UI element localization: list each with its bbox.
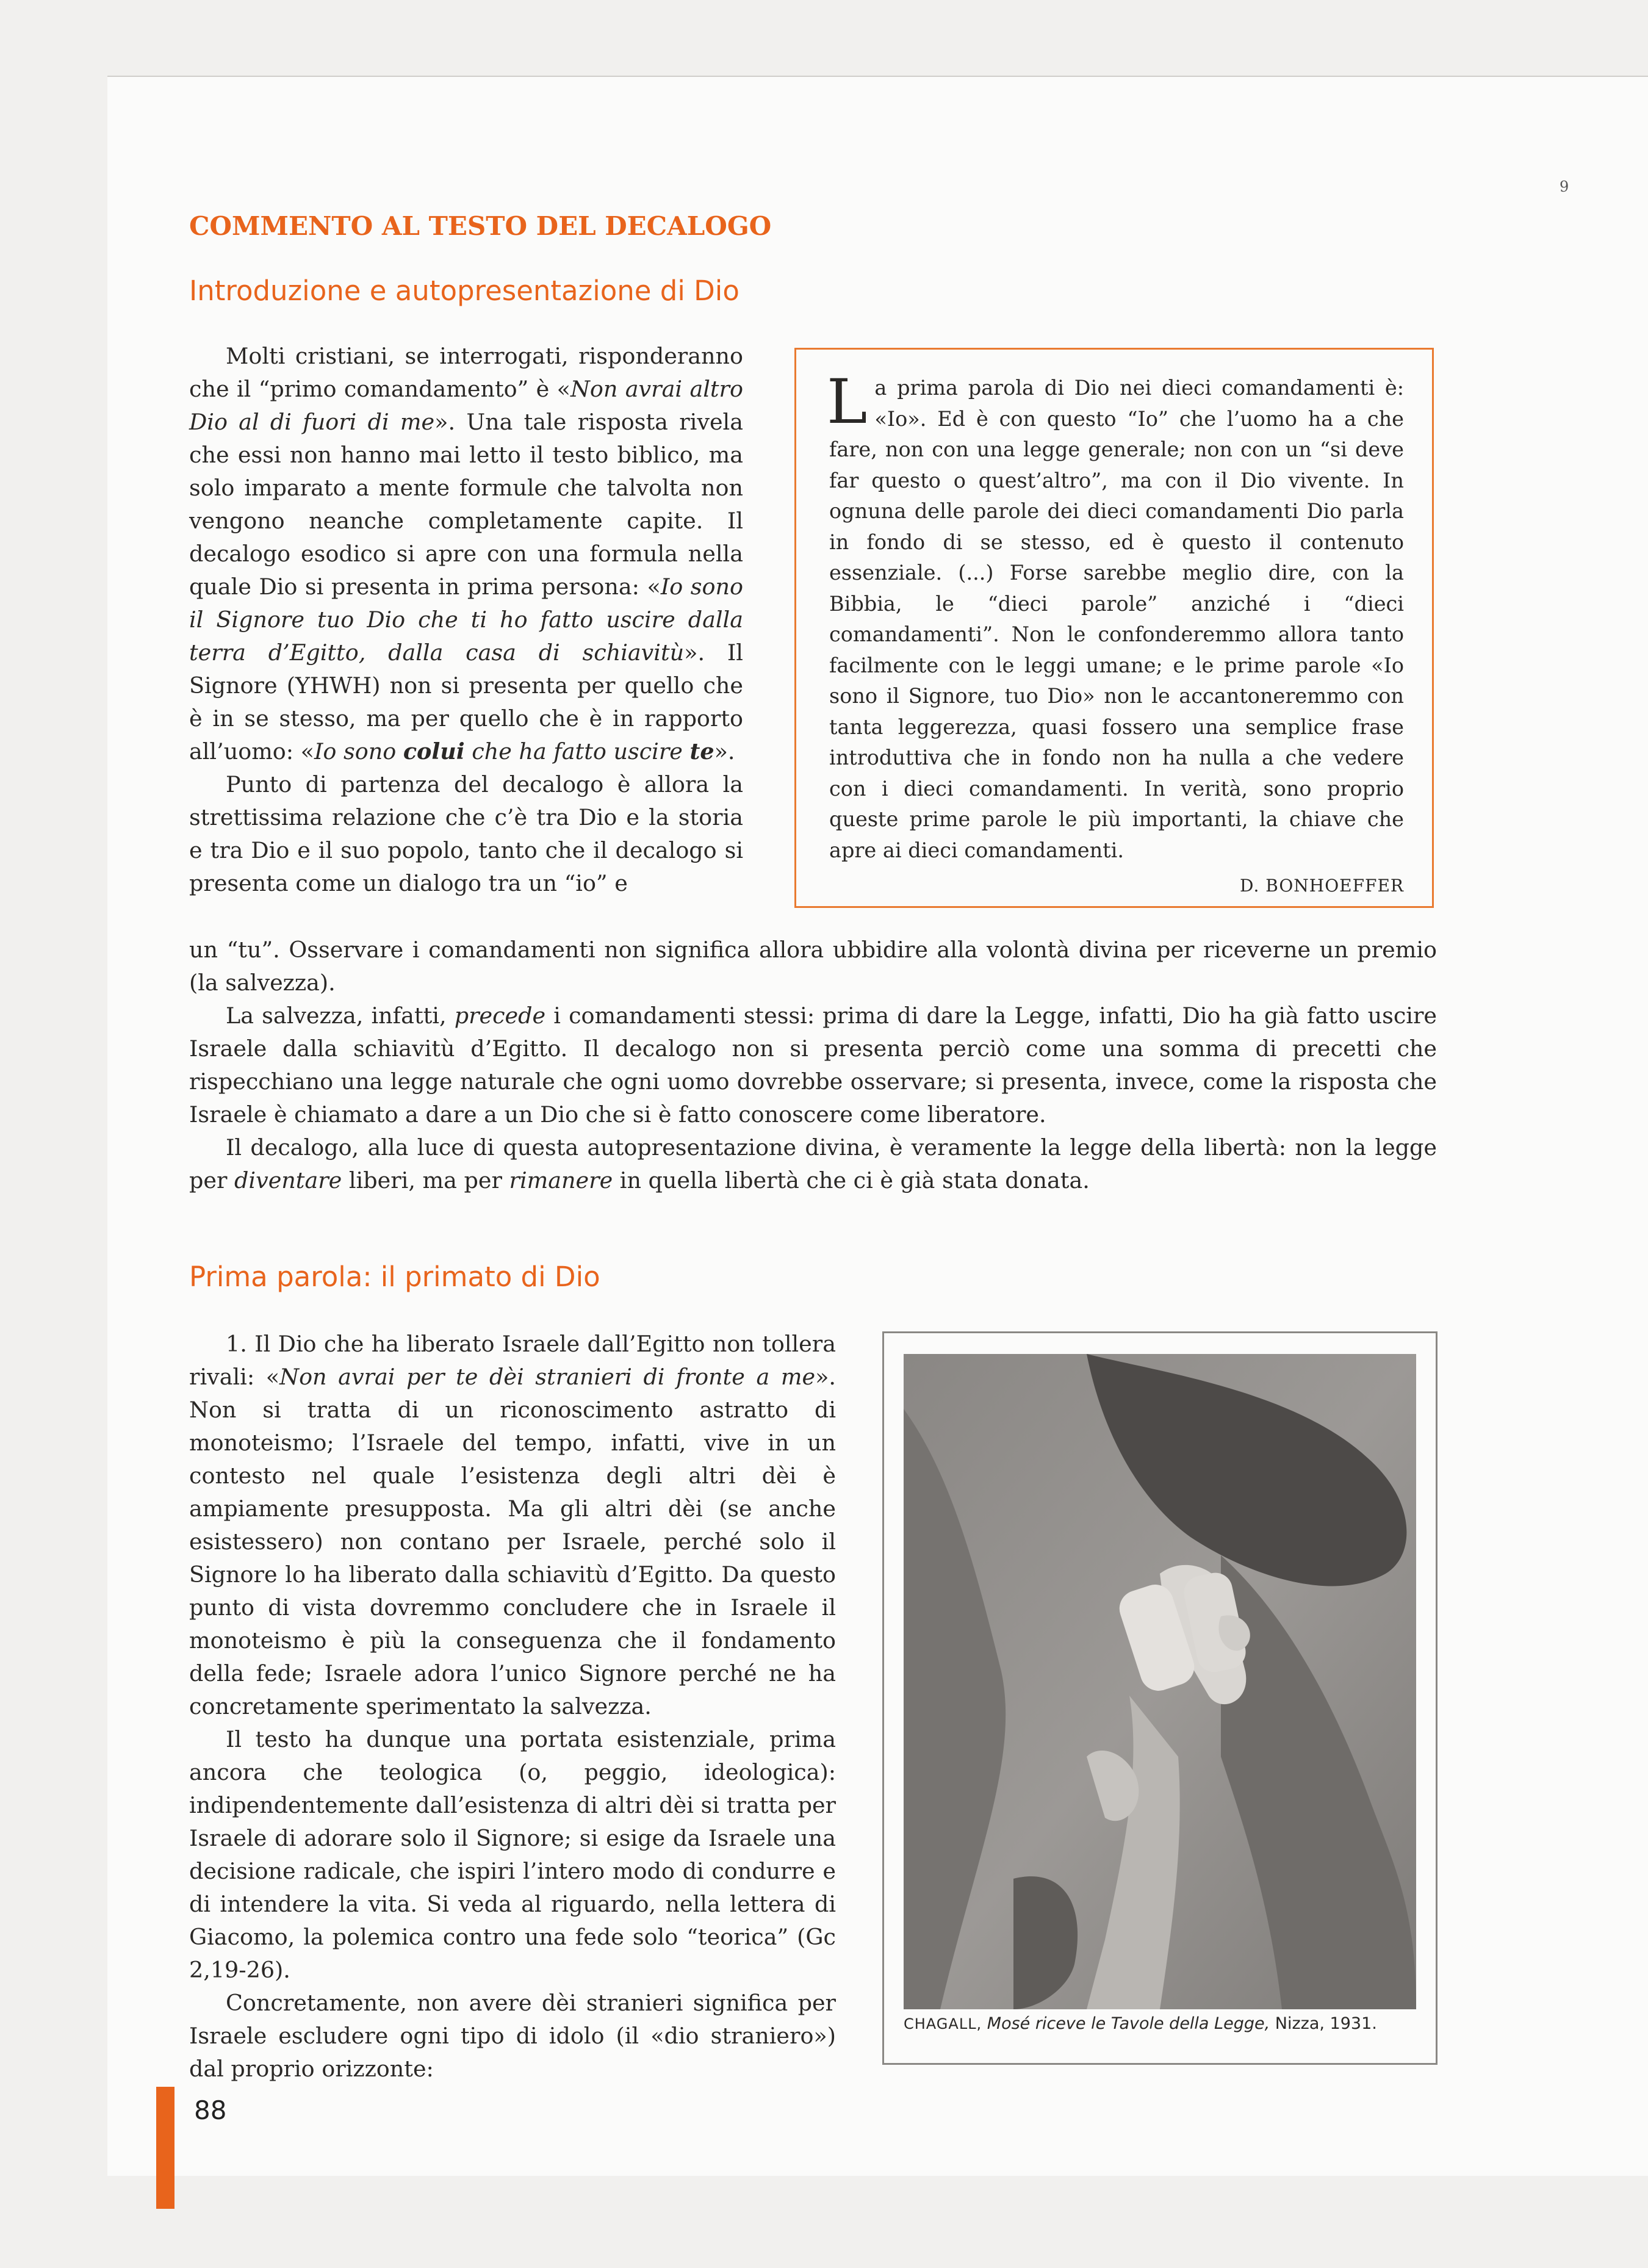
- bonhoeffer-quote-box: [794, 348, 1434, 908]
- page-number-accent-bar: [156, 2087, 175, 2209]
- subtitle-prima-parola: Prima parola: il primato di Dio: [189, 1261, 600, 1293]
- intro-paragraph-2-continued: un “tu”. Osservare i comandamenti non significa allora ubbidire alla volontà divina per riceverne un premio (la salvezza).: [189, 937, 1437, 996]
- intro-paragraph-2: Punto di partenza del decalogo è allora la strettissima relazione che c’è tra Dio e la storia e tra Dio e il suo popolo, tanto che il decalogo si presenta come un dialogo tra un “io” e: [189, 771, 743, 896]
- prima-parola-paragraph-2: Il testo ha dunque una portata esistenziale, prima ancora che teologica (o, peggio, ideologica): indipendentemente dall’esistenza di altri dèi si tratta per Israele di adorare solo il Signore; si esige da Israele una decisione radicale, che ispiri l’intero modo di condurre e di intendere la vita. Si veda al riguardo, nella lettera di Giacomo, la polemica contro una fede solo “teorica” (Gc 2,19-26).: [189, 1726, 836, 1983]
- quote-text: a prima parola di Dio nei dieci comandamenti è: «Io». Ed è con questo “Io” che l’uomo ha a che fare, non con una legge generale; non con un “si deve far questo o quest’altro”, ma con il Dio vivente. In ognuna delle parole dei dieci comandamenti Dio parla in fondo di se stesso, ed è questo il contenuto essenziale. (...) Forse sarebbe meglio dire, con la Bibbia, le “dieci parole” anziché i “dieci comandamenti”. Non le confonderemmo allora tanto facilmente con le leggi umane; e le prime parole «Io sono il Signore, tuo Dio» non le accantoneremmo con tanta leggerezza, quasi fossero una semplice frase introduttiva che in fondo non ha nulla a che vedere con i dieci comandamenti. In verità, sono proprio queste prime parole le più importanti, la chiave che apre ai dieci comandamenti.: [829, 376, 1404, 862]
- figure-frame: [882, 1331, 1438, 2065]
- prima-parola-text-column: [189, 1328, 836, 2086]
- intro-text-column: [189, 340, 743, 900]
- subtitle-introduzione: Introduzione e autopresentazione di Dio: [189, 275, 739, 307]
- intro-paragraph-1: Molti cristiani, se interrogati, risponderanno che il “primo comandamento” è «Non avrai altro Dio al di fuori di me». Una tale risposta rivela che essi non hanno mai letto il testo biblico, ma solo imparato a mente formule che talvolta non vengono neanche completamente capite. Il decalogo esodico si apre con una formula nella quale Dio si presenta in prima persona: «Io sono il Signore tuo Dio che ti ho fatto uscire dalla terra d’Egitto, dalla casa di schiavitù». Il Signore (YHWH) non si presenta per quello che è in se stesso, ma per quello che è in rapporto all’uomo: «Io sono colui che ha fatto uscire te».: [189, 343, 743, 765]
- intro-paragraph-3: La salvezza, infatti, precede i comandamenti stessi: prima di dare la Legge, infatti, Dio ha già fatto uscire Israele dalla schiavitù d’Egitto. Il decalogo non si presenta perciò come una somma di precetti che rispecchiano una legge naturale che ogni uomo dovrebbe osservare; si presenta, invece, come la risposta che Israele è chiamato a dare a un Dio che si è fatto conoscere come liberatore.: [189, 1003, 1437, 1128]
- prima-parola-paragraph-1: 1. Il Dio che ha liberato Israele dall’Egitto non tollera rivali: «Non avrai per te dèi stranieri di fronte a me». Non si tratta di un riconoscimento astratto di monoteismo; l’Israele del tempo, infatti, vive in un contesto nel quale l’esistenza degli altri dèi è ampiamente presupposta. Ma gli altri dèi (se anche esistessero) non contano per Israele, perché solo il Signore lo ha liberato dalla schiavitù d’Egitto. Da questo punto di vista dovremmo concludere che in Israele il monoteismo è più la conseguenza che il fondamento della fede; Israele adora l’unico Signore perché ne ha concretamente sperimentato la salvezza.: [189, 1331, 836, 1719]
- figure-caption: [904, 2014, 1416, 2033]
- prima-parola-paragraph-3: Concretamente, non avere dèi stranieri significa per Israele escludere ogni tipo di idolo (il «dio straniero») dal proprio orizzonte:: [189, 1990, 836, 2082]
- caption-place: Nizza, 1931.: [1275, 2014, 1377, 2033]
- intro-text-full: [189, 934, 1437, 1197]
- intro-paragraph-4: Il decalogo, alla luce di questa autopresentazione divina, è veramente la legge della libertà: non la legge per diventare liberi, ma per rimanere in quella libertà che ci è già stata donata.: [189, 1134, 1437, 1193]
- right-page-number: 9: [1560, 178, 1569, 195]
- quote-author: D. BONHOEFFER: [1240, 876, 1404, 896]
- caption-title: Mosé riceve le Tavole della Legge,: [987, 2014, 1270, 2033]
- quote-dropcap: L: [827, 366, 868, 437]
- caption-author: CHAGALL,: [904, 2015, 982, 2032]
- chagall-painting-image: [904, 1354, 1416, 2009]
- page-number: 88: [194, 2095, 227, 2125]
- section-title: COMMENTO AL TESTO DEL DECALOGO: [189, 211, 772, 241]
